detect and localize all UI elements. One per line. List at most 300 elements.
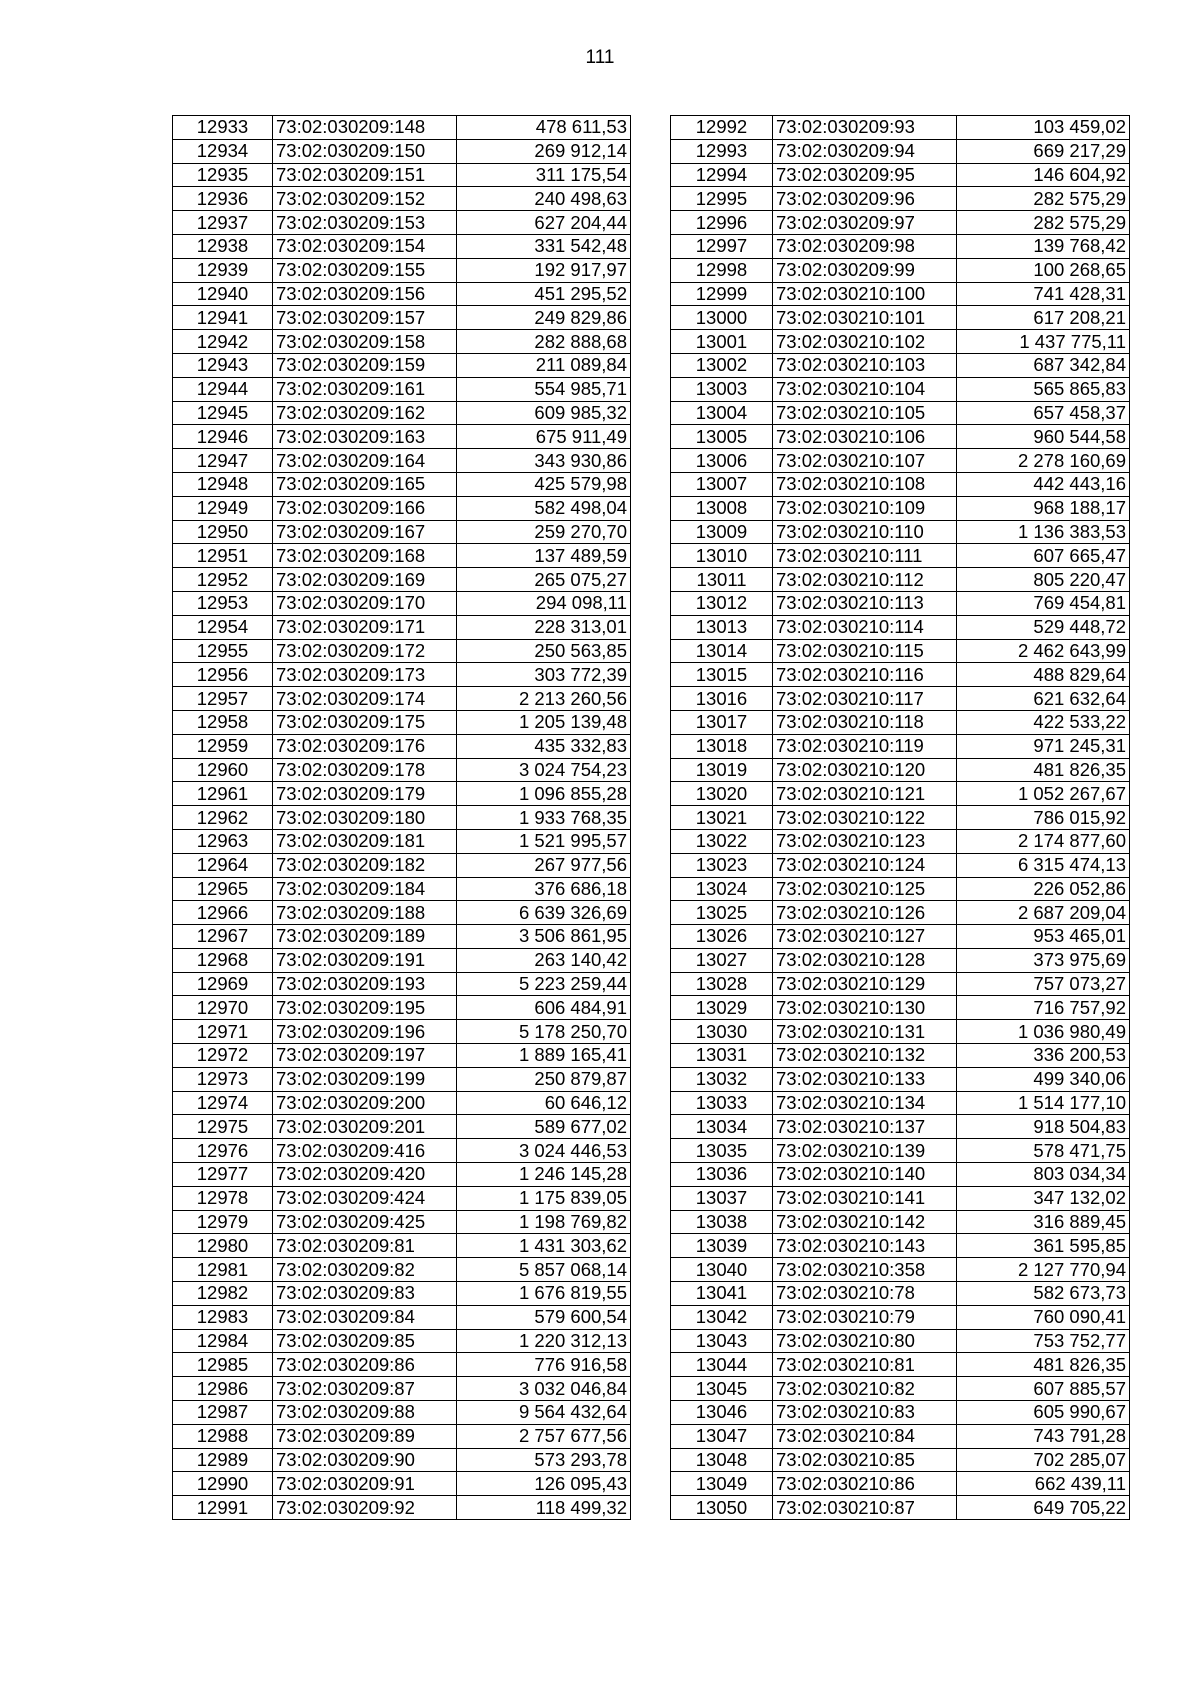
value-cell: 5 857 068,14 — [457, 1258, 631, 1282]
table-row — [173, 377, 631, 401]
row-number-cell: 12990 — [173, 1472, 273, 1496]
row-number-cell: 13013 — [671, 615, 773, 639]
table-row — [671, 782, 1130, 806]
cadastral-number-cell: 73:02:030210:120 — [773, 758, 957, 782]
row-number-cell: 12936 — [173, 187, 273, 211]
cadastral-number-cell: 73:02:030210:110 — [773, 520, 957, 544]
cadastral-number-cell: 73:02:030210:141 — [773, 1186, 957, 1210]
table-row — [671, 425, 1130, 449]
value-cell: 2 757 677,56 — [457, 1424, 631, 1448]
cadastral-number-cell: 73:02:030209:85 — [273, 1329, 457, 1353]
value-cell: 1 096 855,28 — [457, 782, 631, 806]
row-number-cell: 13025 — [671, 901, 773, 925]
cadastral-number-cell: 73:02:030209:87 — [273, 1377, 457, 1401]
row-number-cell: 13024 — [671, 877, 773, 901]
cadastral-number-cell: 73:02:030210:116 — [773, 663, 957, 687]
row-number-cell: 13038 — [671, 1210, 773, 1234]
value-cell: 1 933 768,35 — [457, 806, 631, 830]
row-number-cell: 12969 — [173, 972, 273, 996]
cadastral-number-cell: 73:02:030209:89 — [273, 1424, 457, 1448]
value-cell: 609 985,32 — [457, 401, 631, 425]
table-row — [173, 1329, 631, 1353]
row-number-cell: 13043 — [671, 1329, 773, 1353]
value-cell: 554 985,71 — [457, 377, 631, 401]
table-row — [671, 1044, 1130, 1068]
cadastral-number-cell: 73:02:030210:130 — [773, 996, 957, 1020]
cadastral-number-cell: 73:02:030210:119 — [773, 734, 957, 758]
cadastral-number-cell: 73:02:030210:100 — [773, 282, 957, 306]
cadastral-number-cell: 73:02:030209:167 — [273, 520, 457, 544]
value-cell: 259 270,70 — [457, 520, 631, 544]
value-cell: 1 136 383,53 — [957, 520, 1130, 544]
table-row — [173, 710, 631, 734]
row-number-cell: 12979 — [173, 1210, 273, 1234]
value-cell: 2 462 643,99 — [957, 639, 1130, 663]
value-cell: 1 220 312,13 — [457, 1329, 631, 1353]
value-cell: 753 752,77 — [957, 1329, 1130, 1353]
cadastral-number-cell: 73:02:030209:199 — [273, 1067, 457, 1091]
table-row — [671, 615, 1130, 639]
cadastral-number-cell: 73:02:030210:107 — [773, 449, 957, 473]
row-number-cell: 12944 — [173, 377, 273, 401]
value-cell: 1 521 995,57 — [457, 829, 631, 853]
cadastral-number-cell: 73:02:030209:189 — [273, 925, 457, 949]
table-row — [173, 1353, 631, 1377]
table-row — [671, 1353, 1130, 1377]
cadastral-number-cell: 73:02:030209:175 — [273, 710, 457, 734]
value-cell: 376 686,18 — [457, 877, 631, 901]
cadastral-number-cell: 73:02:030210:103 — [773, 353, 957, 377]
cadastral-number-cell: 73:02:030209:201 — [273, 1115, 457, 1139]
table-row — [173, 901, 631, 925]
value-cell: 211 089,84 — [457, 353, 631, 377]
table-row — [671, 1020, 1130, 1044]
table-row — [173, 1258, 631, 1282]
table-row — [173, 1139, 631, 1163]
cadastral-number-cell: 73:02:030210:80 — [773, 1329, 957, 1353]
table-row — [173, 734, 631, 758]
row-number-cell: 12996 — [671, 211, 773, 235]
value-cell: 1 036 980,49 — [957, 1020, 1130, 1044]
table-row — [671, 853, 1130, 877]
cadastral-number-cell: 73:02:030210:122 — [773, 806, 957, 830]
value-cell: 267 977,56 — [457, 853, 631, 877]
value-cell: 582 498,04 — [457, 496, 631, 520]
cadastral-number-cell: 73:02:030210:137 — [773, 1115, 957, 1139]
cadastral-number-cell: 73:02:030210:78 — [773, 1282, 957, 1306]
cadastral-number-cell: 73:02:030210:117 — [773, 687, 957, 711]
cadastral-number-cell: 73:02:030209:81 — [273, 1234, 457, 1258]
value-cell: 786 015,92 — [957, 806, 1130, 830]
cadastral-number-cell: 73:02:030209:416 — [273, 1139, 457, 1163]
value-cell: 803 034,34 — [957, 1163, 1130, 1187]
cadastral-number-cell: 73:02:030209:158 — [273, 330, 457, 354]
cadastral-number-cell: 73:02:030209:425 — [273, 1210, 457, 1234]
table-row — [173, 306, 631, 330]
value-cell: 269 912,14 — [457, 139, 631, 163]
value-cell: 303 772,39 — [457, 663, 631, 687]
cadastral-number-cell: 73:02:030209:91 — [273, 1472, 457, 1496]
row-number-cell: 13042 — [671, 1305, 773, 1329]
cadastral-number-cell: 73:02:030209:169 — [273, 568, 457, 592]
table-row — [173, 1424, 631, 1448]
cadastral-number-cell: 73:02:030210:118 — [773, 710, 957, 734]
table-row — [173, 1115, 631, 1139]
cadastral-number-cell: 73:02:030210:123 — [773, 829, 957, 853]
cadastral-number-cell: 73:02:030210:139 — [773, 1139, 957, 1163]
cadastral-number-cell: 73:02:030210:124 — [773, 853, 957, 877]
value-cell: 422 533,22 — [957, 710, 1130, 734]
table-row — [173, 1163, 631, 1187]
cadastral-number-cell: 73:02:030209:191 — [273, 948, 457, 972]
cadastral-number-cell: 73:02:030210:129 — [773, 972, 957, 996]
cadastral-number-cell: 73:02:030209:83 — [273, 1282, 457, 1306]
table-row — [671, 1067, 1130, 1091]
row-number-cell: 12959 — [173, 734, 273, 758]
table-row — [173, 806, 631, 830]
value-cell: 687 342,84 — [957, 353, 1130, 377]
cadastral-number-cell: 73:02:030209:154 — [273, 234, 457, 258]
row-number-cell: 12937 — [173, 211, 273, 235]
cadastral-number-cell: 73:02:030210:115 — [773, 639, 957, 663]
cadastral-number-cell: 73:02:030209:420 — [273, 1163, 457, 1187]
row-number-cell: 12989 — [173, 1448, 273, 1472]
row-number-cell: 12942 — [173, 330, 273, 354]
table-row — [173, 234, 631, 258]
row-number-cell: 13022 — [671, 829, 773, 853]
cadastral-number-cell: 73:02:030209:176 — [273, 734, 457, 758]
cadastral-number-cell: 73:02:030210:81 — [773, 1353, 957, 1377]
table-row — [671, 1210, 1130, 1234]
table-row — [173, 1091, 631, 1115]
row-number-cell: 13037 — [671, 1186, 773, 1210]
value-cell: 481 826,35 — [957, 758, 1130, 782]
table-row — [671, 734, 1130, 758]
table-row — [671, 1496, 1130, 1520]
row-number-cell: 13040 — [671, 1258, 773, 1282]
value-cell: 361 595,85 — [957, 1234, 1130, 1258]
value-cell: 249 829,86 — [457, 306, 631, 330]
row-number-cell: 12986 — [173, 1377, 273, 1401]
row-number-cell: 12946 — [173, 425, 273, 449]
value-cell: 250 879,87 — [457, 1067, 631, 1091]
value-cell: 282 888,68 — [457, 330, 631, 354]
cadastral-number-cell: 73:02:030209:197 — [273, 1044, 457, 1068]
value-cell: 776 916,58 — [457, 1353, 631, 1377]
cadastral-number-cell: 73:02:030209:162 — [273, 401, 457, 425]
row-number-cell: 12978 — [173, 1186, 273, 1210]
right-table-body — [671, 116, 1130, 1520]
cadastral-number-cell: 73:02:030209:180 — [273, 806, 457, 830]
cadastral-number-cell: 73:02:030209:93 — [773, 116, 957, 140]
value-cell: 741 428,31 — [957, 282, 1130, 306]
value-cell: 316 889,45 — [957, 1210, 1130, 1234]
cadastral-number-cell: 73:02:030209:184 — [273, 877, 457, 901]
value-cell: 1 175 839,05 — [457, 1186, 631, 1210]
value-cell: 2 174 877,60 — [957, 829, 1130, 853]
cadastral-number-cell: 73:02:030210:128 — [773, 948, 957, 972]
row-number-cell: 12951 — [173, 544, 273, 568]
table-row — [173, 472, 631, 496]
row-number-cell: 13033 — [671, 1091, 773, 1115]
value-cell: 118 499,32 — [457, 1496, 631, 1520]
row-number-cell: 13047 — [671, 1424, 773, 1448]
value-cell: 649 705,22 — [957, 1496, 1130, 1520]
table-row — [671, 925, 1130, 949]
value-cell: 9 564 432,64 — [457, 1401, 631, 1425]
table-row — [173, 972, 631, 996]
table-row — [671, 1234, 1130, 1258]
cadastral-number-cell: 73:02:030209:200 — [273, 1091, 457, 1115]
value-cell: 60 646,12 — [457, 1091, 631, 1115]
value-cell: 1 676 819,55 — [457, 1282, 631, 1306]
cadastral-number-cell: 73:02:030210:134 — [773, 1091, 957, 1115]
table-row — [173, 1305, 631, 1329]
cadastral-number-cell: 73:02:030209:150 — [273, 139, 457, 163]
cadastral-number-cell: 73:02:030209:94 — [773, 139, 957, 163]
cadastral-number-cell: 73:02:030209:193 — [273, 972, 457, 996]
row-number-cell: 12970 — [173, 996, 273, 1020]
row-number-cell: 13005 — [671, 425, 773, 449]
value-cell: 5 178 250,70 — [457, 1020, 631, 1044]
cadastral-number-cell: 73:02:030209:92 — [273, 1496, 457, 1520]
value-cell: 657 458,37 — [957, 401, 1130, 425]
table-row — [671, 187, 1130, 211]
row-number-cell: 12987 — [173, 1401, 273, 1425]
table-row — [671, 663, 1130, 687]
cadastral-number-cell: 73:02:030210:85 — [773, 1448, 957, 1472]
table-row — [173, 1377, 631, 1401]
value-cell: 617 208,21 — [957, 306, 1130, 330]
row-number-cell: 13023 — [671, 853, 773, 877]
value-cell: 126 095,43 — [457, 1472, 631, 1496]
row-number-cell: 12945 — [173, 401, 273, 425]
row-number-cell: 13044 — [671, 1353, 773, 1377]
row-number-cell: 12971 — [173, 1020, 273, 1044]
value-cell: 805 220,47 — [957, 568, 1130, 592]
cadastral-number-cell: 73:02:030209:188 — [273, 901, 457, 925]
table-row — [173, 782, 631, 806]
cadastral-number-cell: 73:02:030210:112 — [773, 568, 957, 592]
row-number-cell: 13032 — [671, 1067, 773, 1091]
value-cell: 2 687 209,04 — [957, 901, 1130, 925]
value-cell: 3 024 754,23 — [457, 758, 631, 782]
table-row — [671, 568, 1130, 592]
row-number-cell: 12980 — [173, 1234, 273, 1258]
table-row — [671, 1282, 1130, 1306]
cadastral-number-cell: 73:02:030210:108 — [773, 472, 957, 496]
table-row — [173, 330, 631, 354]
cadastral-number-cell: 73:02:030210:127 — [773, 925, 957, 949]
cadastral-number-cell: 73:02:030209:97 — [773, 211, 957, 235]
row-number-cell: 12957 — [173, 687, 273, 711]
row-number-cell: 13014 — [671, 639, 773, 663]
row-number-cell: 12938 — [173, 234, 273, 258]
row-number-cell: 13003 — [671, 377, 773, 401]
cadastral-number-cell: 73:02:030209:168 — [273, 544, 457, 568]
table-row — [671, 353, 1130, 377]
table-row — [671, 544, 1130, 568]
row-number-cell: 13004 — [671, 401, 773, 425]
row-number-cell: 12981 — [173, 1258, 273, 1282]
row-number-cell: 12976 — [173, 1139, 273, 1163]
row-number-cell: 12977 — [173, 1163, 273, 1187]
value-cell: 265 075,27 — [457, 568, 631, 592]
cadastral-number-cell: 73:02:030210:131 — [773, 1020, 957, 1044]
cadastral-number-cell: 73:02:030209:171 — [273, 615, 457, 639]
row-number-cell: 12991 — [173, 1496, 273, 1520]
row-number-cell: 12973 — [173, 1067, 273, 1091]
cadastral-number-cell: 73:02:030209:98 — [773, 234, 957, 258]
row-number-cell: 13041 — [671, 1282, 773, 1306]
row-number-cell: 12953 — [173, 591, 273, 615]
table-row — [671, 1472, 1130, 1496]
value-cell: 582 673,73 — [957, 1282, 1130, 1306]
table-row — [173, 1020, 631, 1044]
row-number-cell: 12966 — [173, 901, 273, 925]
cadastral-number-cell: 73:02:030209:196 — [273, 1020, 457, 1044]
value-cell: 137 489,59 — [457, 544, 631, 568]
cadastral-number-cell: 73:02:030209:95 — [773, 163, 957, 187]
value-cell: 481 826,35 — [957, 1353, 1130, 1377]
table-row — [173, 211, 631, 235]
table-row — [173, 544, 631, 568]
value-cell: 565 865,83 — [957, 377, 1130, 401]
row-number-cell: 12934 — [173, 139, 273, 163]
row-number-cell: 13010 — [671, 544, 773, 568]
row-number-cell: 13034 — [671, 1115, 773, 1139]
row-number-cell: 13021 — [671, 806, 773, 830]
value-cell: 311 175,54 — [457, 163, 631, 187]
table-row — [173, 996, 631, 1020]
page-number: 111 — [585, 47, 615, 68]
table-row — [173, 829, 631, 853]
value-cell: 6 315 474,13 — [957, 853, 1130, 877]
value-cell: 1 514 177,10 — [957, 1091, 1130, 1115]
row-number-cell: 12947 — [173, 449, 273, 473]
row-number-cell: 13029 — [671, 996, 773, 1020]
cadastral-number-cell: 73:02:030210:132 — [773, 1044, 957, 1068]
row-number-cell: 13018 — [671, 734, 773, 758]
row-number-cell: 13002 — [671, 353, 773, 377]
value-cell: 760 090,41 — [957, 1305, 1130, 1329]
row-number-cell: 13045 — [671, 1377, 773, 1401]
table-row — [173, 258, 631, 282]
row-number-cell: 12994 — [671, 163, 773, 187]
row-number-cell: 13012 — [671, 591, 773, 615]
table-row — [671, 1377, 1130, 1401]
value-cell: 139 768,42 — [957, 234, 1130, 258]
value-cell: 192 917,97 — [457, 258, 631, 282]
table-row — [173, 758, 631, 782]
cadastral-number-cell: 73:02:030210:83 — [773, 1401, 957, 1425]
cadastral-number-cell: 73:02:030210:106 — [773, 425, 957, 449]
value-cell: 971 245,31 — [957, 734, 1130, 758]
cadastral-number-cell: 73:02:030209:84 — [273, 1305, 457, 1329]
cadastral-number-cell: 73:02:030209:96 — [773, 187, 957, 211]
row-number-cell: 12961 — [173, 782, 273, 806]
table-row — [671, 258, 1130, 282]
row-number-cell: 12958 — [173, 710, 273, 734]
table-row — [671, 1401, 1130, 1425]
cadastral-number-cell: 73:02:030209:86 — [273, 1353, 457, 1377]
row-number-cell: 12999 — [671, 282, 773, 306]
table-row — [173, 1234, 631, 1258]
row-number-cell: 12943 — [173, 353, 273, 377]
value-cell: 263 140,42 — [457, 948, 631, 972]
cadastral-number-cell: 73:02:030209:148 — [273, 116, 457, 140]
table-row — [173, 591, 631, 615]
table-row — [173, 187, 631, 211]
value-cell: 336 200,53 — [957, 1044, 1130, 1068]
cadastral-number-cell: 73:02:030210:113 — [773, 591, 957, 615]
table-row — [173, 425, 631, 449]
cadastral-number-cell: 73:02:030210:121 — [773, 782, 957, 806]
value-cell: 373 975,69 — [957, 948, 1130, 972]
table-row — [671, 877, 1130, 901]
cadastral-number-cell: 73:02:030209:157 — [273, 306, 457, 330]
value-cell: 226 052,86 — [957, 877, 1130, 901]
table-row — [671, 1186, 1130, 1210]
value-cell: 347 132,02 — [957, 1186, 1130, 1210]
cadastral-number-cell: 73:02:030209:164 — [273, 449, 457, 473]
value-cell: 769 454,81 — [957, 591, 1130, 615]
row-number-cell: 13049 — [671, 1472, 773, 1496]
cadastral-number-cell: 73:02:030210:84 — [773, 1424, 957, 1448]
table-row — [173, 163, 631, 187]
cadastral-number-cell: 73:02:030210:111 — [773, 544, 957, 568]
value-cell: 478 611,53 — [457, 116, 631, 140]
cadastral-number-cell: 73:02:030209:155 — [273, 258, 457, 282]
value-cell: 282 575,29 — [957, 211, 1130, 235]
table-row — [671, 591, 1130, 615]
table-row — [173, 1401, 631, 1425]
table-row — [671, 401, 1130, 425]
table-row — [671, 710, 1130, 734]
row-number-cell: 13036 — [671, 1163, 773, 1187]
cadastral-number-cell: 73:02:030209:152 — [273, 187, 457, 211]
value-cell: 240 498,63 — [457, 187, 631, 211]
table-row — [671, 449, 1130, 473]
value-cell: 103 459,02 — [957, 116, 1130, 140]
cadastral-number-cell: 73:02:030210:140 — [773, 1163, 957, 1187]
row-number-cell: 12968 — [173, 948, 273, 972]
value-cell: 589 677,02 — [457, 1115, 631, 1139]
table-row — [671, 1258, 1130, 1282]
table-row — [671, 306, 1130, 330]
cadastral-number-cell: 73:02:030210:105 — [773, 401, 957, 425]
row-number-cell: 12941 — [173, 306, 273, 330]
value-cell: 425 579,98 — [457, 472, 631, 496]
value-cell: 6 639 326,69 — [457, 901, 631, 925]
right-data-table — [670, 115, 1130, 1520]
table-row — [173, 948, 631, 972]
row-number-cell: 13027 — [671, 948, 773, 972]
row-number-cell: 13007 — [671, 472, 773, 496]
row-number-cell: 13019 — [671, 758, 773, 782]
row-number-cell: 13000 — [671, 306, 773, 330]
row-number-cell: 13028 — [671, 972, 773, 996]
left-data-table — [172, 115, 631, 1520]
value-cell: 294 098,11 — [457, 591, 631, 615]
row-number-cell: 12982 — [173, 1282, 273, 1306]
table-row — [671, 330, 1130, 354]
table-row — [173, 1067, 631, 1091]
table-row — [671, 234, 1130, 258]
value-cell: 1 889 165,41 — [457, 1044, 631, 1068]
row-number-cell: 13046 — [671, 1401, 773, 1425]
table-row — [173, 853, 631, 877]
